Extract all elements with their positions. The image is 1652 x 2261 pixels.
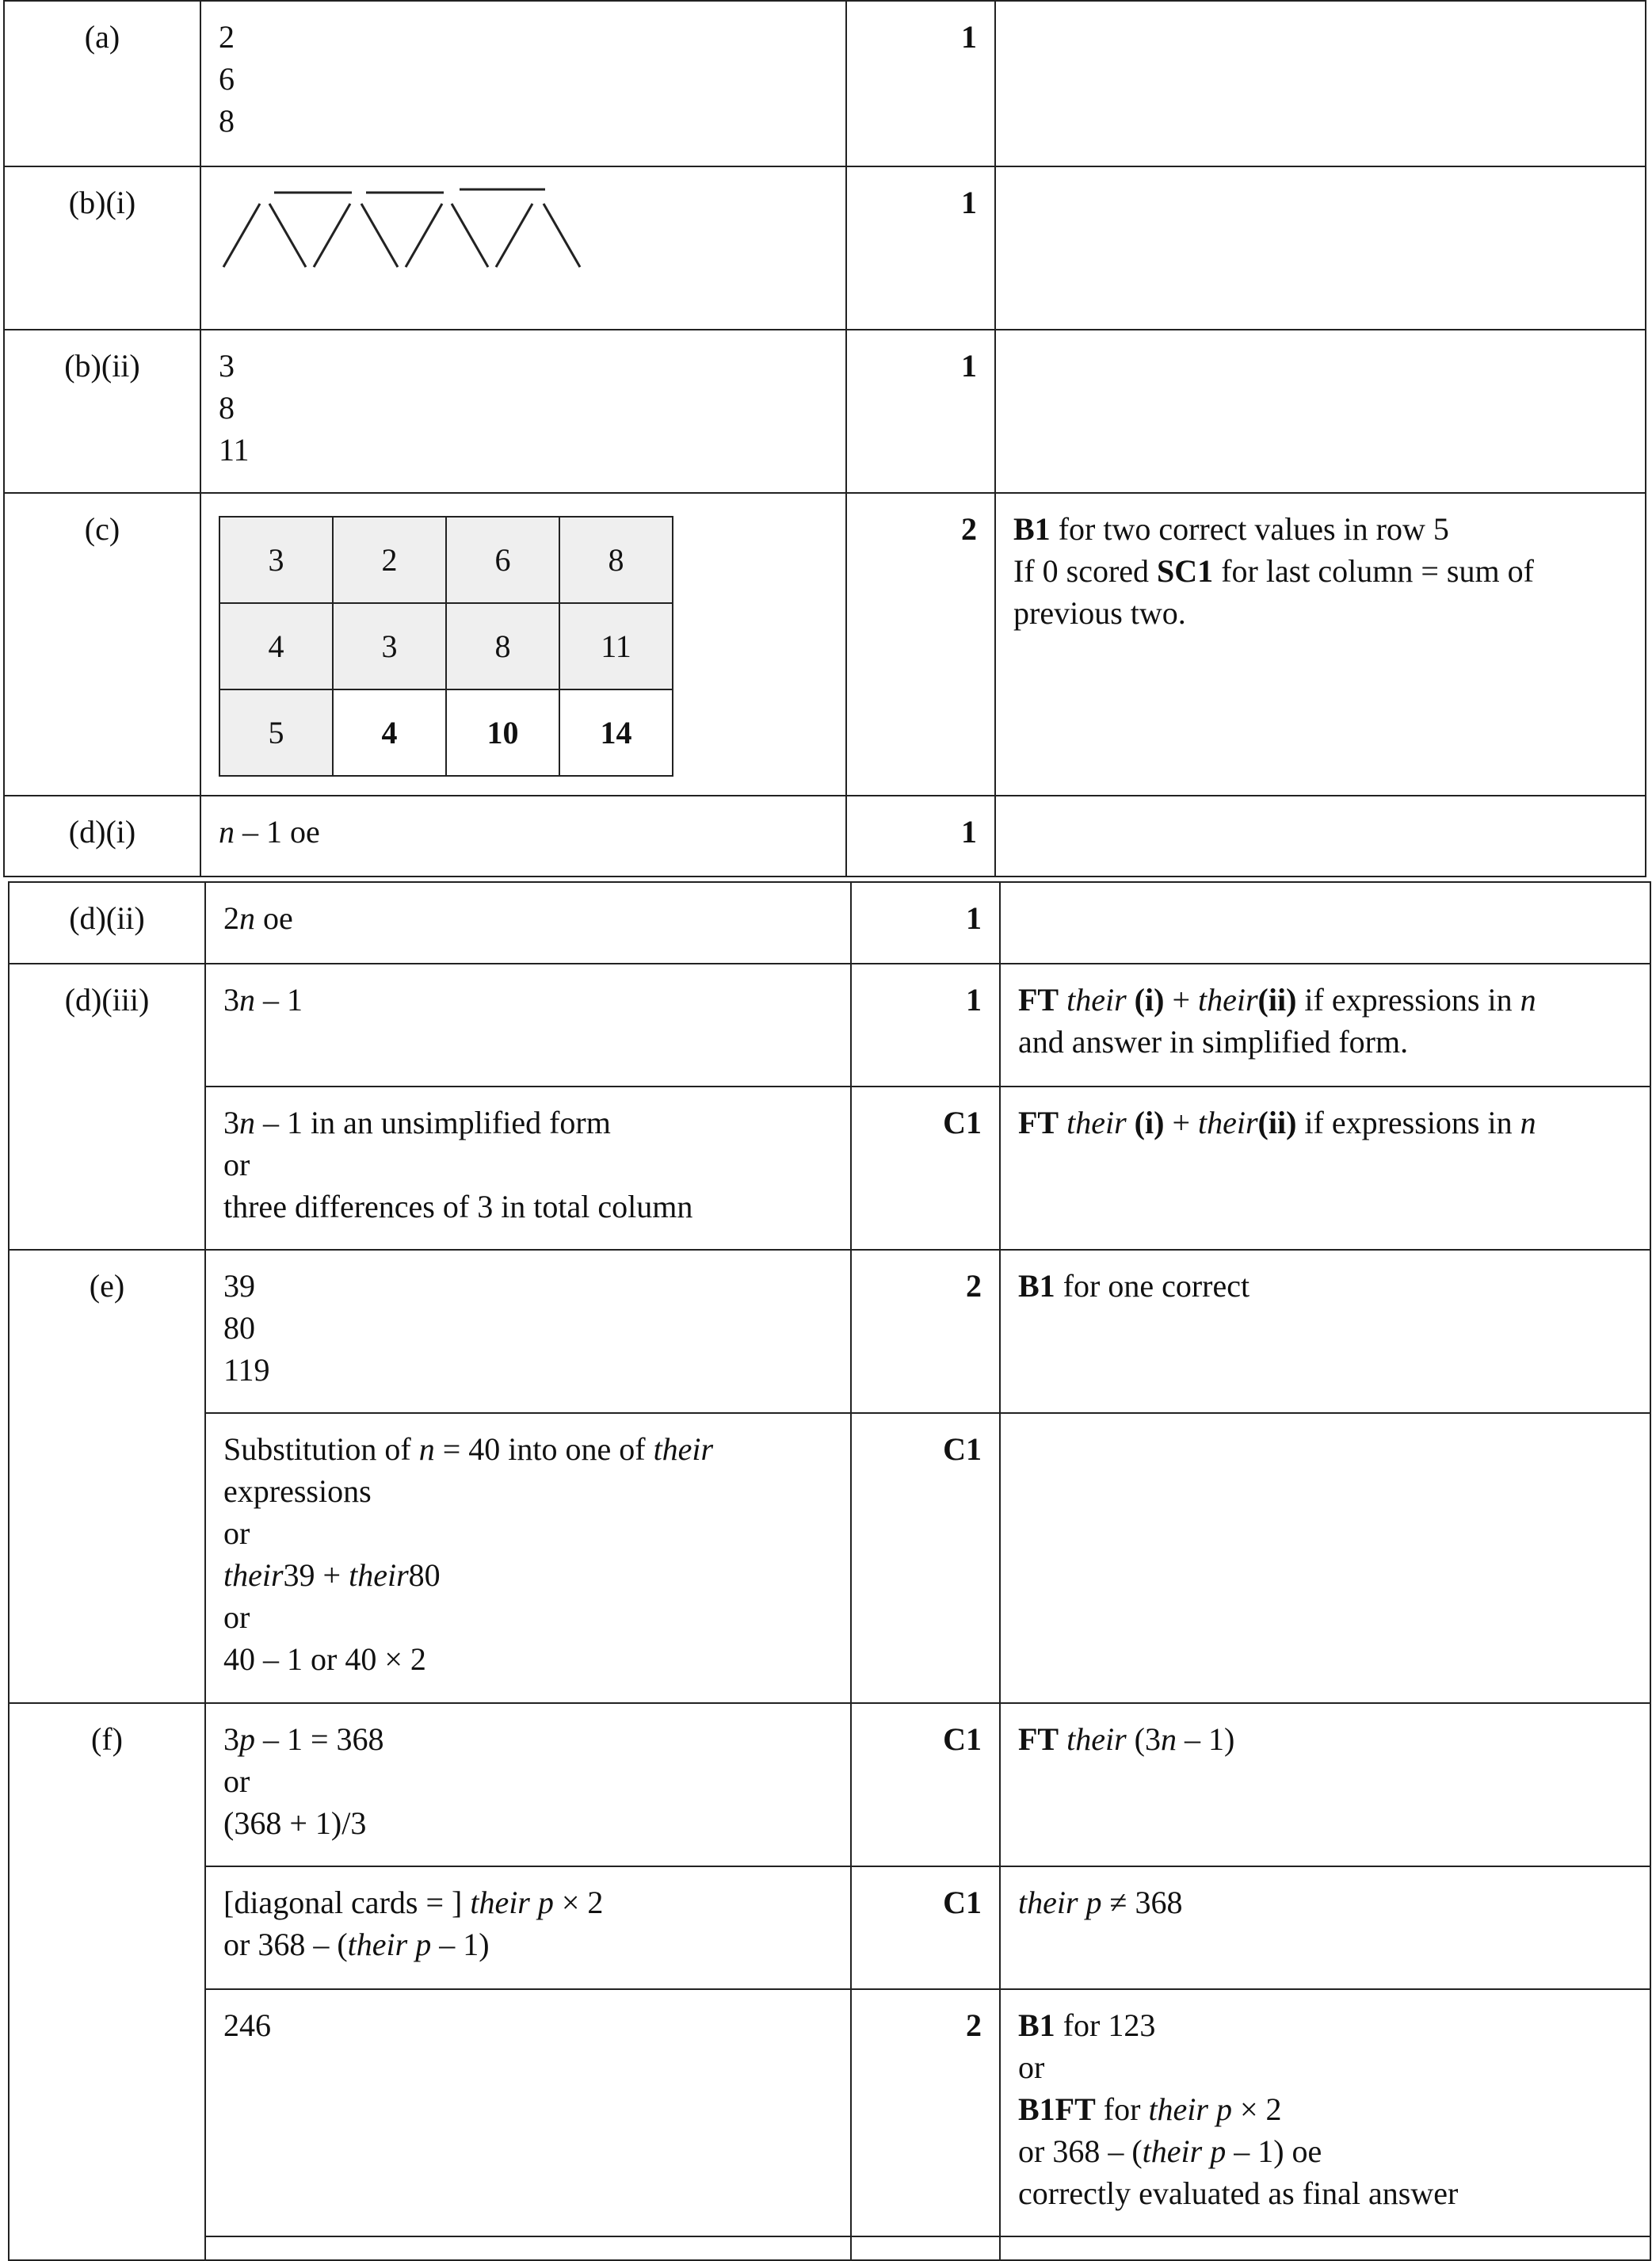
matchstick-triangles-diagram — [219, 188, 615, 275]
marks-cell: C1 — [851, 1866, 1000, 1989]
mark-scheme-table-part1 — [3, 0, 1646, 877]
answer-text: Substitution of — [223, 1431, 419, 1467]
mark-code: B1 — [1013, 511, 1051, 547]
guidance-cell — [1000, 1413, 1650, 1703]
guidance-text: and answer in simplified form. — [1018, 1024, 1409, 1060]
mark-code: B1 — [1018, 2007, 1055, 2043]
guidance-text: correctly evaluated as final answer — [1018, 2175, 1459, 2211]
mark-code: B1 — [1018, 1268, 1055, 1304]
answer-text: their p — [347, 1927, 432, 1962]
guidance-text: for 123 — [1055, 2007, 1156, 2043]
guidance-text: for two correct values in row 5 — [1050, 511, 1449, 547]
table-row — [9, 1866, 1650, 1989]
guidance-text: (ii) — [1257, 1105, 1297, 1140]
answer-line: 8 — [219, 103, 235, 139]
table-row — [9, 1087, 1650, 1250]
answer-line: 80 — [223, 1310, 255, 1346]
answer-text: 80 — [408, 1557, 441, 1593]
marks-cell: C1 — [851, 1413, 1000, 1703]
answer-text: their — [653, 1431, 714, 1467]
answer-text: expressions — [223, 1473, 372, 1509]
marks-cell: 2 — [851, 1250, 1000, 1413]
table-row — [9, 1250, 1650, 1413]
answer-text: oe — [255, 900, 293, 936]
grid-answer-cell: 10 — [446, 689, 559, 776]
grid-cell: 8 — [559, 517, 673, 603]
part-label: (d)(i) — [4, 796, 200, 877]
card-value-grid — [219, 516, 673, 777]
part-label: (d)(ii) — [9, 882, 205, 964]
guidance-text: their — [1198, 982, 1258, 1018]
variable-n: n — [239, 900, 255, 936]
grid-cell: 4 — [219, 603, 333, 689]
answer-cell — [200, 1, 846, 166]
guidance-cell — [995, 166, 1646, 330]
marks-cell: 1 — [851, 964, 1000, 1087]
guidance-cell — [1000, 964, 1650, 1087]
table-row — [4, 330, 1646, 493]
guidance-cell — [995, 330, 1646, 493]
guidance-text: their p — [1018, 1885, 1102, 1920]
marks-cell: 1 — [846, 1, 995, 166]
variable-n: n — [219, 814, 235, 850]
answer-text: 2 — [223, 900, 239, 936]
guidance-text: If 0 scored — [1013, 553, 1158, 589]
guidance-text: + — [1164, 982, 1198, 1018]
guidance-text: if expressions in — [1296, 982, 1520, 1018]
table-row — [9, 1703, 1650, 1866]
guidance-cell — [1000, 1989, 1650, 2236]
marks-cell: C1 — [851, 1087, 1000, 1250]
answer-cell — [205, 1250, 851, 1413]
table-row — [4, 796, 1646, 877]
guidance-text: for one correct — [1055, 1268, 1250, 1304]
guidance-text: (3 — [1134, 1721, 1161, 1757]
guidance-cell — [1000, 1250, 1650, 1413]
marks-cell: 1 — [846, 166, 995, 330]
variable-n: n — [239, 1105, 255, 1140]
table-row — [4, 493, 1646, 796]
grid-cell: 5 — [219, 689, 333, 776]
variable-n: n — [1520, 1105, 1536, 1140]
answer-text: 3 — [223, 1105, 239, 1140]
answer-line: 119 — [223, 1352, 270, 1388]
guidance-text: their — [1059, 1721, 1135, 1757]
table-row — [4, 166, 1646, 330]
marks-cell: 2 — [851, 1989, 1000, 2236]
guidance-cell — [995, 796, 1646, 877]
answer-text: their p — [470, 1885, 554, 1920]
part-label: (f) — [9, 1703, 205, 2260]
answer-cell: 246 — [205, 1989, 851, 2236]
answer-line: 39 — [223, 1268, 255, 1304]
answer-text: their — [223, 1557, 284, 1593]
answer-text: or — [223, 1515, 250, 1551]
part-label: (c) — [4, 493, 200, 796]
answer-text: – 1 oe — [235, 814, 320, 850]
answer-cell — [205, 1703, 851, 1866]
mark-scheme-table-part2 — [8, 881, 1651, 2261]
answer-text: – 1) — [431, 1927, 490, 1962]
answer-text: or 368 – ( — [223, 1927, 348, 1962]
guidance-text: their — [1059, 1105, 1135, 1140]
table-row — [9, 882, 1650, 964]
answer-text: or — [223, 1147, 250, 1182]
answer-line: 8 — [219, 390, 235, 426]
answer-cell — [200, 166, 846, 330]
part-label: (b)(ii) — [4, 330, 200, 493]
answer-cell — [200, 796, 846, 877]
answer-text: – 1 in an unsimplified form — [255, 1105, 611, 1140]
guidance-text: + — [1164, 1105, 1198, 1140]
answer-text: × 2 — [553, 1885, 604, 1920]
grid-answer-cell: 14 — [559, 689, 673, 776]
empty-cell — [851, 2236, 1000, 2260]
answer-text: 40 – 1 or 40 × 2 — [223, 1641, 426, 1677]
guidance-text: for — [1095, 2091, 1149, 2127]
guidance-text: or 368 – ( — [1018, 2133, 1143, 2169]
table-row — [9, 1989, 1650, 2236]
answer-cell — [200, 330, 846, 493]
guidance-text: their p — [1148, 2091, 1232, 2127]
variable-n: n — [239, 982, 255, 1018]
mark-code: FT — [1018, 1721, 1059, 1757]
table-row — [9, 2236, 1650, 2260]
answer-text: 3 — [223, 982, 239, 1018]
mark-code: SC1 — [1157, 553, 1214, 589]
marks-cell: C1 — [851, 1703, 1000, 1866]
guidance-text: (i) — [1134, 982, 1165, 1018]
guidance-text: (i) — [1134, 1105, 1165, 1140]
guidance-text: their p — [1142, 2133, 1227, 2169]
empty-cell — [205, 2236, 851, 2260]
answer-line: 3 — [219, 348, 235, 384]
guidance-text: (ii) — [1257, 982, 1297, 1018]
answer-text: – 1 = 368 — [255, 1721, 384, 1757]
part-label: (a) — [4, 1, 200, 166]
answer-cell — [205, 964, 851, 1087]
answer-cell — [205, 882, 851, 964]
guidance-cell — [1000, 882, 1650, 964]
answer-text: or — [223, 1763, 250, 1799]
guidance-text: × 2 — [1231, 2091, 1282, 2127]
guidance-text: – 1) oe — [1226, 2133, 1322, 2169]
part-label: (d)(iii) — [9, 964, 205, 1250]
marks-cell: 1 — [851, 882, 1000, 964]
answer-cell — [205, 1866, 851, 1989]
guidance-text: for last column = sum of — [1213, 553, 1534, 589]
guidance-text: their — [1059, 982, 1135, 1018]
mark-code: B1FT — [1018, 2091, 1096, 2127]
grid-answer-cell: 4 — [333, 689, 446, 776]
grid-cell: 2 — [333, 517, 446, 603]
guidance-text: ≠ 368 — [1101, 1885, 1183, 1920]
answer-line: 11 — [219, 432, 250, 468]
variable-p: p — [239, 1721, 255, 1757]
variable-n: n — [1520, 982, 1536, 1018]
answer-line: 6 — [219, 61, 235, 97]
answer-cell — [205, 1087, 851, 1250]
marks-cell: 1 — [846, 796, 995, 877]
part-label: (e) — [9, 1250, 205, 1703]
guidance-text: if expressions in — [1296, 1105, 1520, 1140]
answer-text: 39 + — [283, 1557, 349, 1593]
grid-cell: 8 — [446, 603, 559, 689]
variable-n: n — [418, 1431, 435, 1467]
grid-cell: 11 — [559, 603, 673, 689]
variable-n: n — [1161, 1721, 1177, 1757]
guidance-text: – 1) — [1177, 1721, 1235, 1757]
guidance-text: previous two. — [1013, 595, 1186, 631]
guidance-cell — [1000, 1866, 1650, 1989]
answer-text: (368 + 1)/3 — [223, 1805, 367, 1841]
answer-text: 3 — [223, 1721, 239, 1757]
table-row — [9, 964, 1650, 1087]
answer-line: 2 — [219, 19, 235, 55]
guidance-cell — [995, 1, 1646, 166]
answer-text: or — [223, 1599, 250, 1635]
empty-cell — [1000, 2236, 1650, 2260]
table-row — [4, 1, 1646, 166]
mark-code: FT — [1018, 1105, 1059, 1140]
answer-text: = 40 into one of — [434, 1431, 654, 1467]
mark-code: FT — [1018, 982, 1059, 1018]
guidance-cell — [1000, 1703, 1650, 1866]
answer-text: – 1 — [255, 982, 303, 1018]
grid-cell: 3 — [219, 517, 333, 603]
answer-cell — [205, 1413, 851, 1703]
part-label: (b)(i) — [4, 166, 200, 330]
guidance-cell — [1000, 1087, 1650, 1250]
table-row — [9, 1413, 1650, 1703]
guidance-text: their — [1198, 1105, 1258, 1140]
grid-cell: 3 — [333, 603, 446, 689]
guidance-cell — [995, 493, 1646, 796]
answer-text: [diagonal cards = ] — [223, 1885, 471, 1920]
marks-cell: 2 — [846, 493, 995, 796]
answer-text: their — [349, 1557, 409, 1593]
answer-cell — [200, 493, 846, 796]
marks-cell: 1 — [846, 330, 995, 493]
grid-cell: 6 — [446, 517, 559, 603]
answer-text: three differences of 3 in total column — [223, 1189, 693, 1224]
guidance-text: or — [1018, 2049, 1045, 2085]
